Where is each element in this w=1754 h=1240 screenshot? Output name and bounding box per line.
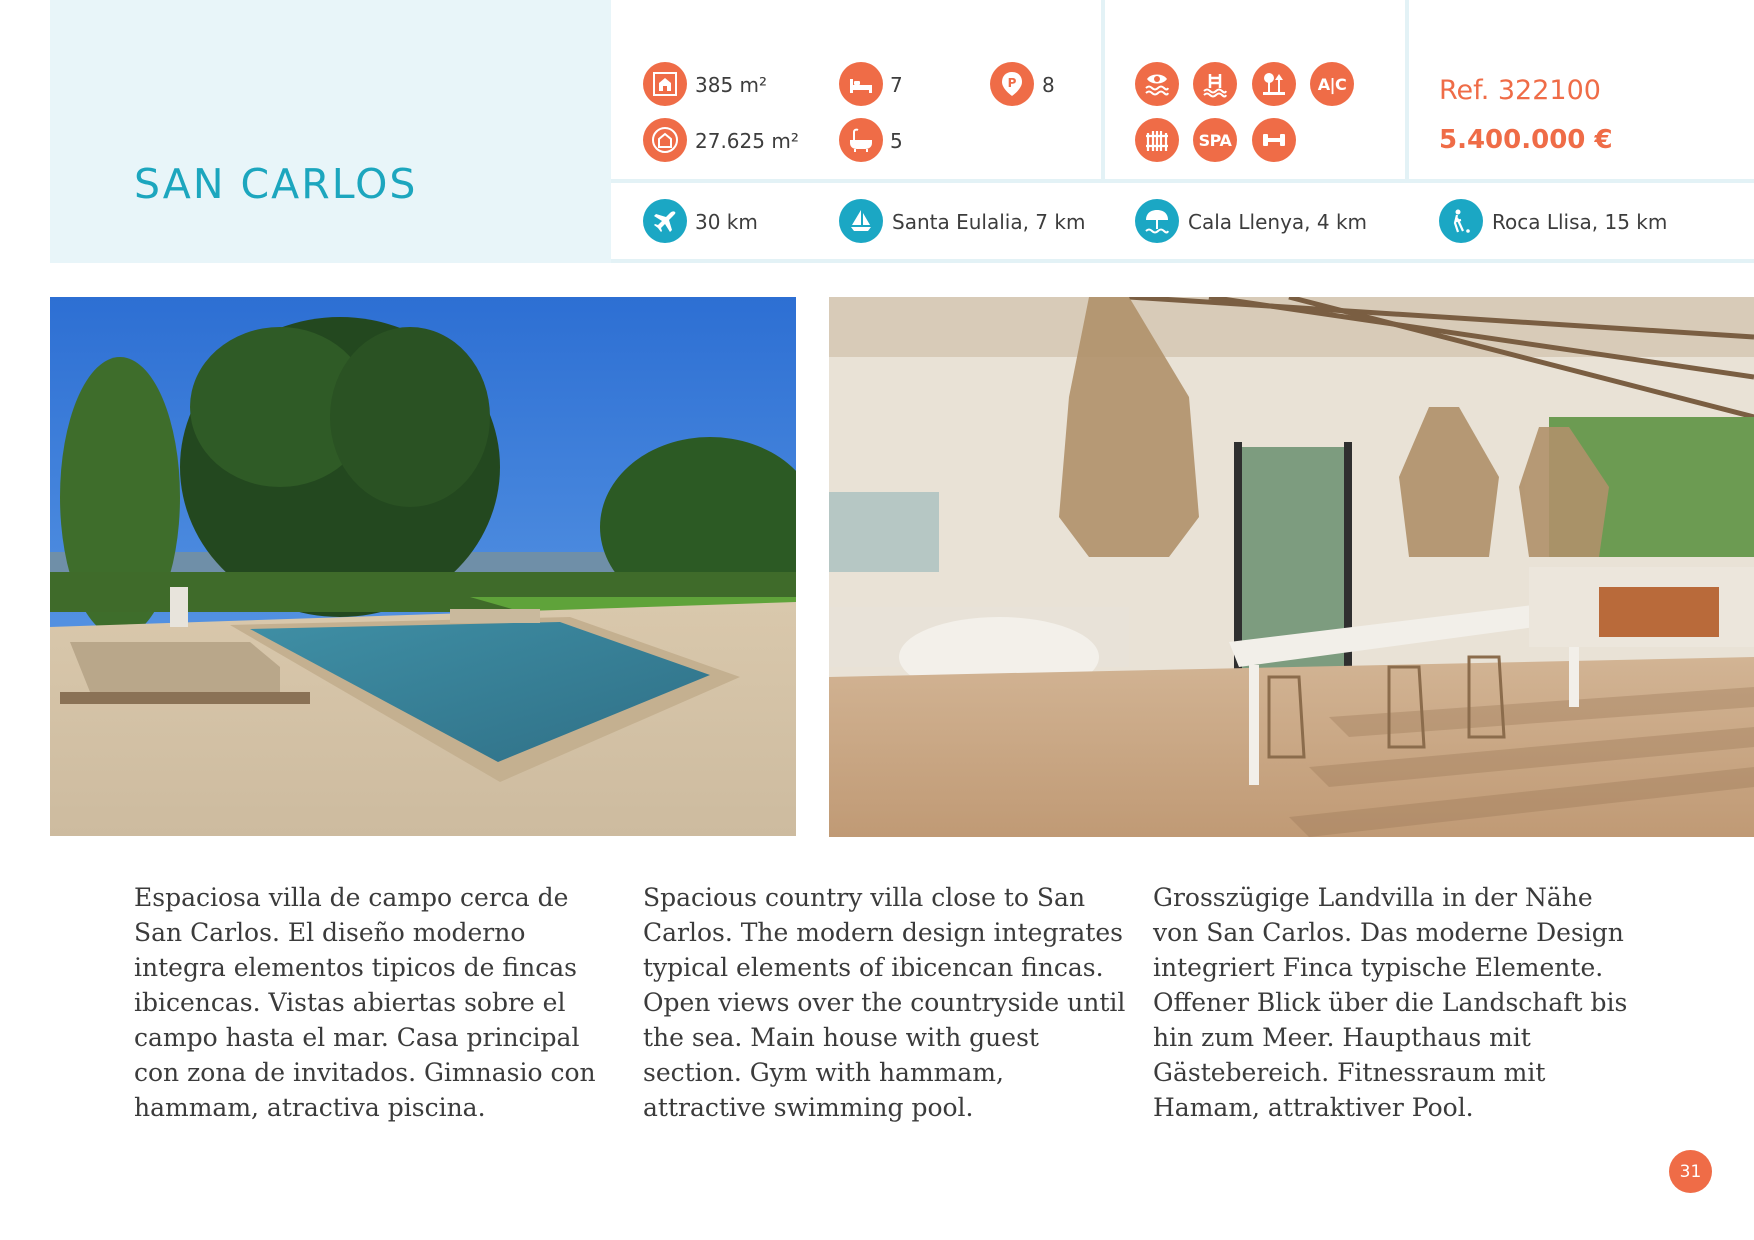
sailboat-icon (839, 199, 883, 243)
air-conditioning-icon: A|C (1310, 62, 1354, 106)
golf-distance: Roca Llisa, 15 km (1492, 210, 1668, 234)
built-area-value: 385 m² (695, 73, 768, 97)
svg-text:P: P (1007, 76, 1017, 90)
gym-icon (1252, 118, 1296, 162)
plot-area-icon (643, 118, 687, 162)
golf-icon (1439, 199, 1483, 243)
beach-umbrella-icon (1135, 199, 1179, 243)
bed-icon (839, 62, 883, 106)
divider (611, 259, 1754, 263)
title-block (50, 0, 611, 263)
page-number: 31 (1669, 1150, 1712, 1193)
spa-icon: SPA (1193, 118, 1237, 162)
pool-photo (50, 297, 796, 836)
property-reference: Ref. 322100 (1439, 75, 1601, 106)
terrace-photo (829, 297, 1754, 837)
parking-icon (990, 62, 1034, 106)
bedrooms-value: 7 (890, 73, 903, 97)
house-area-icon (643, 62, 687, 106)
sea-view-icon (1135, 62, 1179, 106)
airport-distance: 30 km (695, 210, 758, 234)
bathrooms-value: 5 (890, 129, 903, 153)
parking-value: 8 (1042, 73, 1055, 97)
beach-distance: Cala Llenya, 4 km (1188, 210, 1368, 234)
garden-icon (1252, 62, 1296, 106)
bathtub-icon (839, 118, 883, 162)
airplane-icon (643, 199, 687, 243)
description-en: Spacious country villa close to San Carlos. The modern design integrates typical elements of ibicencan fincas. Open views over the countryside until the sea. Main house with guest section. Gym with hammam, attractive swimming pool. (643, 883, 1126, 1122)
property-price: 5.400.000 € (1439, 125, 1613, 155)
pool-icon (1193, 62, 1237, 106)
property-title: SAN CARLOS (134, 160, 418, 208)
fence-icon (1135, 118, 1179, 162)
description-es: Espaciosa villa de campo cerca de San Carlos. El diseño moderno integra elementos tipicos de fincas ibicencas. Vistas abiertas sobre el campo hasta el mar. Casa principal con zona de invitados. Gimnasio con hammam, atractiva piscina. (134, 883, 596, 1122)
plot-area-value: 27.625 m² (695, 129, 799, 153)
description-de: Grosszügige Landvilla in der Nähe von San Carlos. Das moderne Design integriert Finca typische Elemente. Offener Blick über die Landschaft bis hin zum Meer. Haupthaus mit Gästebereich. Fitnessraum mit Hamam, attraktiver Pool. (1153, 883, 1628, 1122)
port-distance: Santa Eulalia, 7 km (892, 210, 1086, 234)
